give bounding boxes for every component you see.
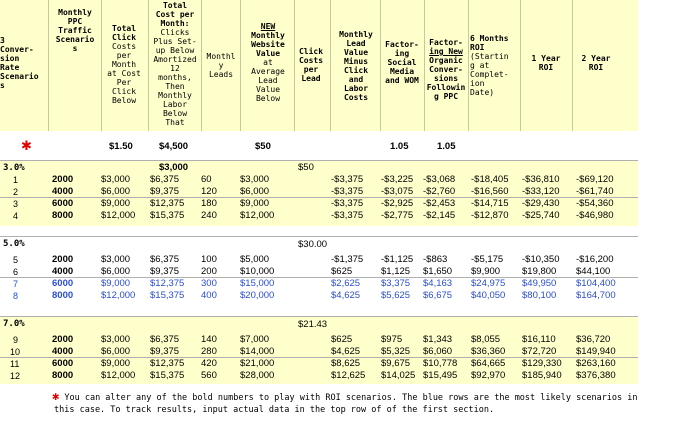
column-header-line: s [72, 44, 78, 53]
table-cell: 200 [201, 266, 217, 277]
table-cell: -$5,175 [471, 254, 504, 265]
column-header-line: at [263, 58, 273, 67]
table-cell: $5,325 [381, 346, 411, 357]
table-cell: -$10,350 [522, 254, 560, 265]
table-cell[interactable]: 4000 [52, 266, 74, 277]
scenario-number: 6 [13, 267, 19, 277]
table-cell: $1,125 [381, 266, 411, 277]
column-header-3 [149, 1, 201, 127]
table-cell: $10,778 [423, 358, 458, 369]
column-header-line: and [348, 75, 364, 84]
section-divider [0, 316, 638, 317]
column-header-line: ing New [429, 47, 463, 56]
column-header-line: per [303, 65, 319, 74]
header-divider [424, 0, 425, 131]
column-header-line: g at [470, 61, 490, 70]
table-cell: $9,000 [101, 358, 131, 369]
column-header-line: Monthly [58, 8, 92, 17]
header-divider [520, 0, 521, 131]
organic-factor-input[interactable]: 1.05 [437, 141, 456, 152]
column-header-line: Lead [301, 74, 321, 83]
table-cell: -$18,405 [471, 174, 509, 185]
table-cell: -$36,810 [522, 174, 560, 185]
table-cell: $263,160 [576, 358, 616, 369]
column-header-line: Then [165, 82, 185, 91]
table-cell: $1,650 [423, 266, 453, 277]
table-cell: 240 [201, 210, 217, 221]
column-header-line: and WOM [385, 76, 419, 85]
table-cell[interactable]: 2000 [52, 334, 74, 345]
table-cell: $92,970 [471, 370, 506, 381]
table-cell: $24,975 [471, 278, 506, 289]
table-cell: $15,000 [240, 278, 275, 289]
table-cell: $40,050 [471, 290, 506, 301]
section-divider [0, 160, 638, 161]
table-cell[interactable]: 4000 [52, 346, 74, 357]
column-header-line: y [218, 61, 224, 70]
column-header-line: Lead [346, 39, 366, 48]
table-cell: $14,025 [381, 370, 416, 381]
table-cell: $14,000 [240, 346, 275, 357]
table-cell: $164,700 [576, 290, 616, 301]
column-header-line: Total [162, 1, 188, 10]
header-divider [101, 0, 102, 131]
column-header-line: Below [162, 109, 188, 118]
table-cell: 400 [201, 290, 217, 301]
column-header-line: at Cost [107, 69, 141, 78]
table-cell: $5,625 [381, 290, 411, 301]
table-cell[interactable]: 8000 [52, 290, 74, 301]
table-cell: $1,343 [423, 334, 453, 345]
column-header-line: Minus [343, 57, 369, 66]
table-cell: -$12,870 [471, 210, 509, 221]
table-cell[interactable]: 4000 [52, 186, 74, 197]
column-header-line: Monthly [158, 91, 192, 100]
column-header-line: Month [111, 60, 137, 69]
table-cell: $16,110 [522, 334, 556, 345]
scenario-number: 3 [13, 199, 19, 209]
column-header-line: Cost per [155, 10, 195, 19]
column-header-line: Costs [111, 42, 137, 51]
table-cell: $6,000 [240, 186, 270, 197]
table-cell: $15,495 [423, 370, 458, 381]
column-header-line: Value [343, 48, 369, 57]
setup-cost-input[interactable]: $4,500 [159, 141, 189, 152]
table-cell: -$2,925 [381, 198, 414, 209]
table-cell[interactable]: 8000 [52, 370, 74, 381]
table-cell: -$33,120 [522, 186, 560, 197]
table-cell: $12,375 [150, 278, 185, 289]
table-cell: $104,400 [576, 278, 616, 289]
asterisk-marker-footer: ✱ [52, 389, 60, 403]
column-header-line: Traffic [58, 26, 92, 35]
column-header-line: Total [111, 24, 137, 33]
scenario-number: 8 [13, 291, 19, 301]
setup-label: $3,000 [159, 162, 189, 173]
column-header-line: 1 Year [531, 54, 561, 63]
column-header-line: (Startin [470, 52, 509, 61]
column-header-line: Social [387, 58, 417, 67]
table-cell: 120 [201, 186, 217, 197]
column-header-line: Click [343, 66, 369, 75]
column-header-line: NEW [260, 22, 276, 31]
column-header-line: Value [255, 49, 281, 58]
cost-per-lead: $21.43 [298, 319, 328, 330]
table-cell: $9,675 [381, 358, 411, 369]
table-cell: $9,375 [150, 346, 180, 357]
table-cell: $19,800 [522, 266, 557, 277]
table-cell: 180 [201, 198, 217, 209]
column-header-12 [574, 54, 618, 72]
table-cell: $3,000 [101, 254, 131, 265]
lead-value-input[interactable]: $50 [255, 141, 271, 152]
table-cell: -$2,453 [423, 198, 456, 209]
column-header-6 [296, 47, 326, 83]
table-cell: $8,625 [331, 358, 361, 369]
table-cell: -$69,120 [576, 174, 614, 185]
table-cell: $44,100 [576, 266, 611, 277]
table-cell: $4,625 [331, 346, 361, 357]
table-cell: -$14,715 [471, 198, 509, 209]
header-divider [294, 0, 295, 131]
column-header-line: ROI [470, 43, 485, 52]
column-header-line: per [116, 51, 132, 60]
table-cell: $12,000 [240, 210, 275, 221]
column-header-line: Amortized [153, 55, 197, 64]
table-cell: $20,000 [240, 290, 275, 301]
table-cell: -$46,980 [576, 210, 614, 221]
table-cell: 140 [201, 334, 217, 345]
table-cell: -$2,145 [423, 210, 456, 221]
table-cell: -$3,375 [331, 210, 364, 221]
table-cell: $80,100 [522, 290, 557, 301]
cost-per-lead: $50 [298, 162, 314, 173]
table-cell: -$54,360 [576, 198, 614, 209]
scenario-number: 1 [13, 175, 19, 185]
column-header-9 [424, 38, 468, 101]
table-cell: $9,000 [240, 198, 270, 209]
column-header-5 [241, 22, 295, 103]
column-header-line: ion [470, 79, 485, 88]
footer-note [54, 390, 644, 416]
header-divider [468, 0, 469, 131]
column-header-line: Plus Set- [153, 37, 197, 46]
column-header-line: Organic [429, 56, 463, 65]
table-cell: $21,000 [240, 358, 275, 369]
table-cell: $376,380 [576, 370, 616, 381]
conversion-rate-label: 5.0% [3, 239, 25, 249]
table-cell: $36,360 [471, 346, 506, 357]
column-header-line: Labor [162, 100, 188, 109]
table-cell: $625 [331, 334, 353, 345]
table-cell: $9,375 [150, 186, 180, 197]
table-cell: -$863 [423, 254, 448, 265]
table-cell: 300 [201, 278, 217, 289]
column-header-line: Leads [208, 70, 234, 79]
scenario-number: 7 [13, 279, 19, 289]
table-cell: $12,625 [331, 370, 366, 381]
header-divider [240, 0, 241, 131]
column-header-line: Factor- [385, 40, 419, 49]
scenario-number: 2 [13, 187, 19, 197]
header-divider [330, 0, 331, 131]
column-header-line: Conver- [0, 45, 34, 54]
table-cell: $4,163 [423, 278, 453, 289]
column-header-line: PPC [67, 17, 83, 26]
table-cell: $9,000 [101, 198, 131, 209]
header-divider [48, 0, 49, 131]
table-cell: $6,000 [101, 346, 131, 357]
column-header-line: Complet- [470, 70, 509, 79]
column-header-line: Labor [343, 84, 369, 93]
table-cell: $149,940 [576, 346, 616, 357]
table-cell: $36,720 [576, 334, 611, 345]
table-cell: -$3,225 [381, 174, 414, 185]
table-cell: $3,375 [381, 278, 411, 289]
column-header-line: Date) [470, 88, 495, 97]
scenario-number: 9 [13, 335, 19, 345]
table-cell: $15,375 [150, 290, 185, 301]
table-cell: $15,375 [150, 210, 185, 221]
header-divider [148, 0, 149, 131]
table-cell: $8,055 [471, 334, 501, 345]
column-header-line: Factor- [429, 38, 463, 47]
scenario-number: 11 [10, 359, 20, 369]
column-header-line: That [165, 118, 185, 127]
table-cell[interactable]: 2000 [52, 174, 74, 185]
column-header-line: Conver- [429, 65, 463, 74]
table-cell: $64,665 [471, 358, 506, 369]
column-header-line: Clicks [160, 28, 190, 37]
table-cell[interactable]: 6000 [52, 358, 74, 369]
table-cell: $7,000 [240, 334, 270, 345]
column-header-line: ROI [538, 63, 554, 72]
table-cell: $12,000 [101, 210, 136, 221]
column-header-line: Costs [298, 56, 324, 65]
table-cell: -$2,760 [423, 186, 456, 197]
scenario-number: 4 [13, 211, 19, 221]
table-cell: 560 [201, 370, 217, 381]
table-cell: -$16,560 [471, 186, 509, 197]
table-cell: -$3,068 [423, 174, 456, 185]
table-cell: -$16,200 [576, 254, 614, 265]
table-cell: $625 [331, 266, 353, 277]
column-header-line: sions [433, 74, 459, 83]
table-cell: $3,000 [101, 174, 131, 185]
column-header-line: Click [298, 47, 324, 56]
table-cell: $9,900 [471, 266, 501, 277]
table-cell: $6,375 [150, 254, 180, 265]
table-cell: $6,675 [423, 290, 453, 301]
table-cell: $129,330 [522, 358, 562, 369]
table-cell: $12,375 [150, 198, 185, 209]
column-header-line: Scenario [0, 72, 39, 81]
column-header-7 [331, 30, 381, 102]
table-cell: $2,625 [331, 278, 361, 289]
footer-text: You can alter any of the bold numbers to play with ROI scenarios. The blue rows are the most likely scenarios in this case. To track results, input actual data in the top row of of the first section. [54, 393, 638, 415]
column-header-line: Below [111, 96, 137, 105]
header-divider [201, 0, 202, 131]
table-cell: 60 [201, 174, 212, 185]
column-header-line: months, [158, 73, 192, 82]
column-header-10 [470, 34, 514, 97]
column-header-line: ROI [588, 63, 604, 72]
table-cell: $6,375 [150, 174, 180, 185]
table-cell: 100 [201, 254, 217, 265]
column-header-line: Below [255, 94, 281, 103]
table-cell: $3,000 [240, 174, 270, 185]
column-header-line: 3 [0, 36, 5, 45]
table-cell: 420 [201, 358, 217, 369]
header-divider [572, 0, 573, 131]
column-header-line: Media [389, 67, 415, 76]
scenario-number: 5 [13, 255, 19, 265]
cost-per-click-input[interactable]: $1.50 [109, 141, 133, 152]
conversion-rate-label: 7.0% [3, 319, 25, 329]
table-cell: -$61,740 [576, 186, 614, 197]
scenario-number: 10 [10, 347, 21, 357]
table-cell: -$3,375 [331, 186, 364, 197]
table-cell: $3,000 [101, 334, 131, 345]
column-header-line: Lead [258, 76, 278, 85]
table-cell: $6,000 [101, 186, 131, 197]
table-cell: -$2,775 [381, 210, 414, 221]
column-header-8 [382, 40, 422, 85]
column-header-line: Per [116, 78, 132, 87]
column-header-line: 6 Months [470, 34, 509, 43]
table-cell: $6,060 [423, 346, 453, 357]
column-header-line: Scenario [55, 35, 95, 44]
cost-per-lead: $30.00 [298, 239, 328, 250]
table-cell: $6,000 [101, 266, 131, 277]
table-cell: $10,000 [240, 266, 275, 277]
column-header-line: 2 Year [581, 54, 611, 63]
column-header-11 [526, 54, 566, 72]
column-header-line: ing [394, 49, 410, 58]
table-cell: $72,720 [522, 346, 557, 357]
column-header-line: Value [255, 85, 281, 94]
table-cell: $9,000 [101, 278, 131, 289]
column-header-line: Monthl [206, 52, 236, 61]
column-header-line: 12 [170, 64, 180, 73]
column-header-line: Average [251, 67, 285, 76]
table-cell: $12,000 [101, 370, 136, 381]
column-header-line: Click [111, 87, 137, 96]
table-cell: $15,375 [150, 370, 185, 381]
table-cell: $185,940 [522, 370, 562, 381]
column-header-line: Monthly [251, 31, 285, 40]
table-cell: -$3,375 [331, 174, 364, 185]
column-header-0 [0, 36, 48, 90]
table-cell: $6,375 [150, 334, 180, 345]
column-header-line: Followin [426, 83, 466, 92]
section-divider [0, 236, 638, 237]
table-cell: -$1,125 [381, 254, 414, 265]
table-cell: -$25,740 [522, 210, 560, 221]
column-header-line: Monthly [339, 30, 373, 39]
conversion-rate-label: 3.0% [3, 163, 25, 173]
column-header-line: s [0, 81, 5, 90]
table-cell: -$29,430 [522, 198, 560, 209]
table-cell: $28,000 [240, 370, 275, 381]
table-cell: -$3,075 [381, 186, 414, 197]
scenario-number: 12 [10, 371, 21, 381]
table-cell: $9,375 [150, 266, 180, 277]
table-cell: $5,000 [240, 254, 270, 265]
social-factor-input[interactable]: 1.05 [390, 141, 409, 152]
column-header-line: Costs [343, 93, 369, 102]
column-header-line: up Below [155, 46, 195, 55]
table-cell[interactable]: 2000 [52, 254, 74, 265]
column-header-2 [104, 24, 144, 105]
column-header-line: Website [251, 40, 285, 49]
table-cell[interactable]: 6000 [52, 198, 74, 209]
table-cell[interactable]: 8000 [52, 210, 74, 221]
column-header-line: Click [111, 33, 137, 42]
inputs-row [0, 131, 638, 161]
table-cell: 280 [201, 346, 217, 357]
table-cell: -$1,375 [331, 254, 364, 265]
table-cell: $49,950 [522, 278, 557, 289]
header-divider [380, 0, 381, 131]
table-cell: $975 [381, 334, 403, 345]
column-header-line: Rate [0, 63, 20, 72]
column-header-line: g PPC [433, 92, 459, 101]
table-cell: $4,625 [331, 290, 361, 301]
column-header-line: sion [0, 54, 20, 63]
column-header-1 [50, 8, 100, 53]
table-cell: -$3,375 [331, 198, 364, 209]
asterisk-marker: ✱ [21, 139, 32, 154]
table-cell[interactable]: 6000 [52, 278, 74, 289]
column-header-line: Month: [160, 19, 190, 28]
table-cell: $12,000 [101, 290, 136, 301]
column-header-4 [202, 52, 240, 79]
table-cell: $12,375 [150, 358, 185, 369]
